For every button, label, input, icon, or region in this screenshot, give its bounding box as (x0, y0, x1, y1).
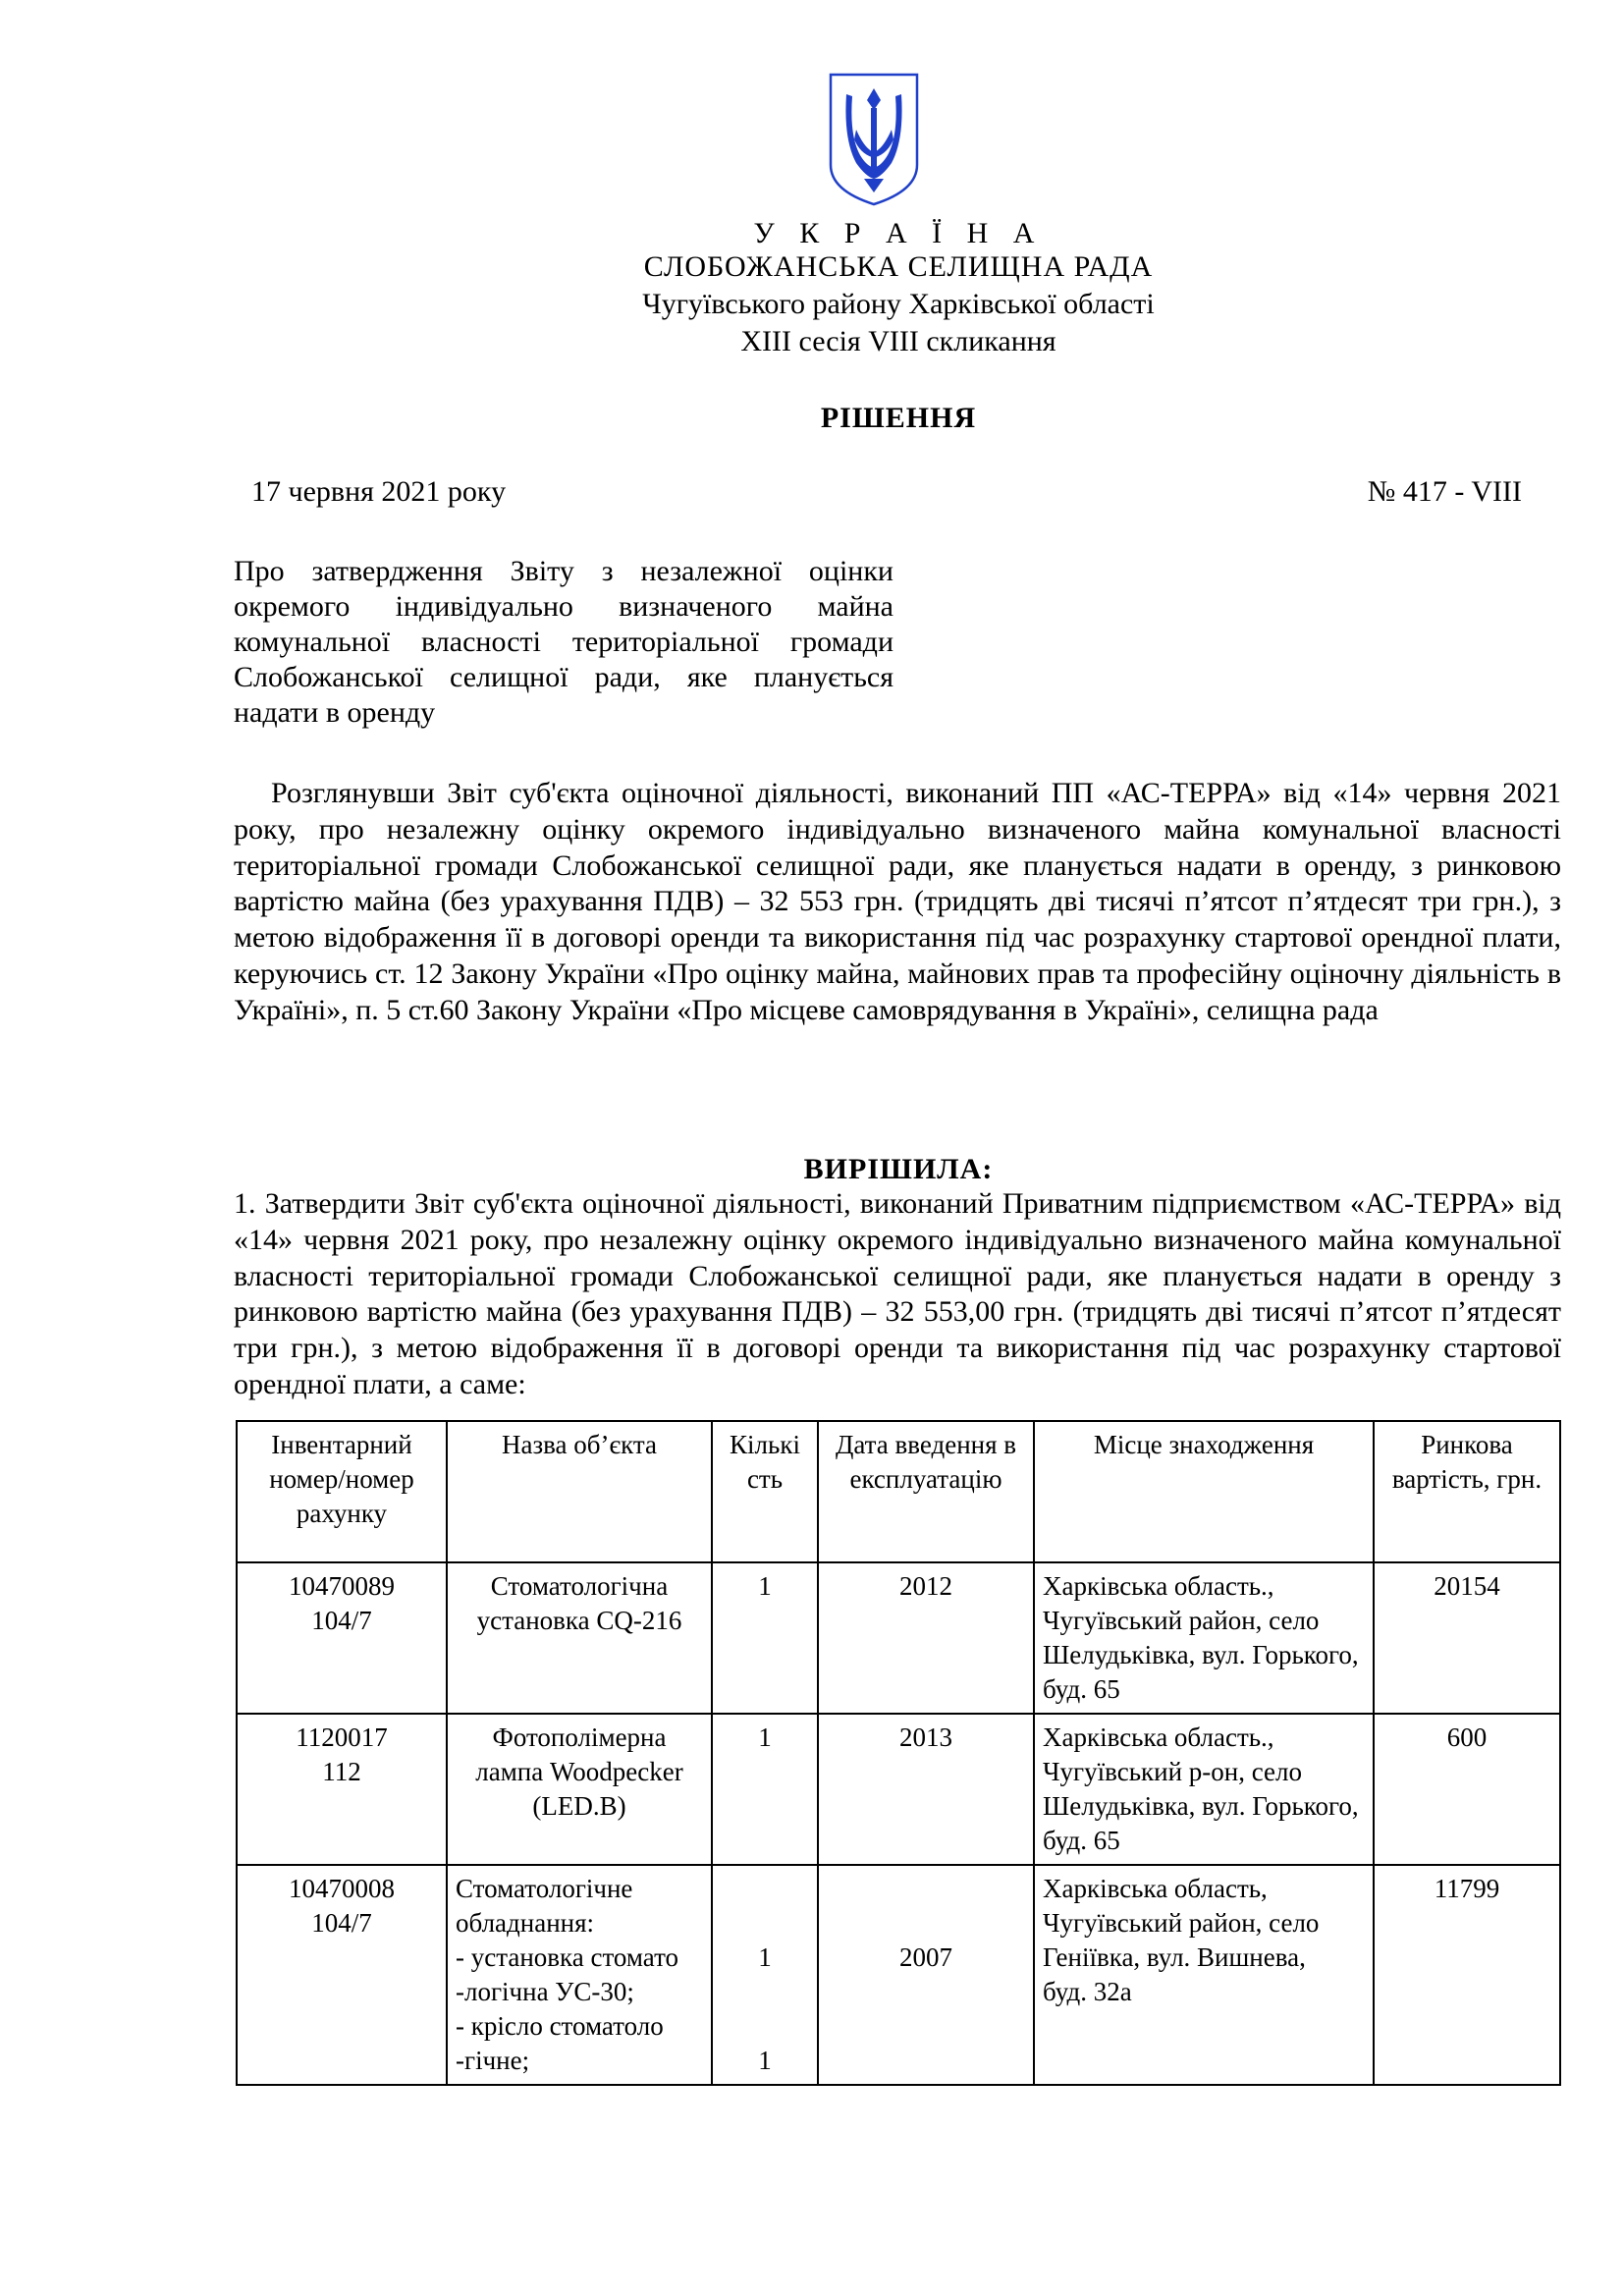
cell-quantity: 1 (712, 1562, 818, 1714)
cell-location: Харківська область., Чугуївський р-он, село Шелудьківка, вул. Горького, буд. 65 (1034, 1714, 1374, 1865)
decision-number: № 417 - VIII (1367, 475, 1522, 508)
cell-value: 20154 (1374, 1562, 1560, 1714)
cell-date: 2013 (818, 1714, 1034, 1865)
cell-inventory: 10470089 104/7 (237, 1562, 447, 1714)
country-title: У К Р А Ї Н А (753, 217, 1044, 249)
cell-inventory: 1120017 112 (237, 1714, 447, 1865)
cell-date: 2007 (818, 1865, 1034, 2085)
cell-inventory: 10470008 104/7 (237, 1865, 447, 2085)
council-name: СЛОБОЖАНСЬКА СЕЛИЩНА РАДА (643, 250, 1154, 283)
property-table (236, 1420, 1561, 2086)
document-type-title: РІШЕННЯ (820, 402, 977, 434)
cell-date: 2012 (818, 1562, 1034, 1714)
col-header-name: Назва об’єкта (447, 1421, 712, 1562)
decision-date: 17 червня 2021 року (251, 475, 507, 508)
decided-heading: ВИРІШИЛА: (803, 1153, 994, 1185)
cell-name: Стоматологічна установка CQ-216 (447, 1562, 712, 1714)
session-line: XIII сесія VIII скликання (740, 325, 1056, 357)
col-header-date: Дата введення в експлуатацію (818, 1421, 1034, 1562)
cell-quantity: 1 (712, 1714, 818, 1865)
table-row (237, 1714, 1560, 1865)
table-row (237, 1865, 1560, 2085)
col-header-value: Ринкова вартість, грн. (1374, 1421, 1560, 1562)
cell-value: 11799 (1374, 1865, 1560, 2085)
table-row (237, 1562, 1560, 1714)
cell-name: Фотополімерна лампа Woodpecker (LED.B) (447, 1714, 712, 1865)
cell-location: Харківська область, Чугуївський район, село Геніївка, вул. Вишнева, буд. 32а (1034, 1865, 1374, 2085)
cell-location: Харківська область., Чугуївський район, село Шелудьківка, вул. Горького, буд. 65 (1034, 1562, 1374, 1714)
resolution-item-1: 1. Затвердити Звіт суб'єкта оціночної діяльності, виконаний Приватним підприємством «АС-ТЕРРА» від «14» червня 2021 року, про незалежну оцінку окремого індивідуально визначеного майна комунальної власності територіальної громади Слобожанської селищної ради, яке планується надати в оренду з ринковою вартістю майна (без урахування ПДВ) – 32 553,00 грн. (тридцять дві тисячі п’ятсот п’ятдесят три грн.), з метою відображення її в договорі оренди та використання під час розрахунку стартової орендної плати, а саме: (234, 1187, 1561, 1400)
col-header-quantity: Кількі сть (712, 1421, 818, 1562)
preamble-paragraph: Розглянувши Звіт суб'єкта оціночної діяльності, виконаний ПП «АС-ТЕРРА» від «14» червня 2021 року, про незалежну оцінку окремого індивідуально визначеного майна комунальної власності територіальної громади Слобожанської селищної ради, яке планується надати в оренду, з ринковою вартістю майна (без урахування ПДВ) – 32 553 грн. (тридцять дві тисячі п’ятсот п’ятдесят три грн.), з метою відображення її в договорі оренди та використання під час розрахунку стартової орендної плати, керуючись ст. 12 Закону України «Про оцінку майна, майнових прав та професійну оціночну діяльність в Україні», п. 5 ст.60 Закону України «Про місцеве самоврядування в Україні», селищна рада (234, 777, 1561, 1026)
cell-quantity: 1 1 (712, 1865, 818, 2085)
cell-value: 600 (1374, 1714, 1560, 1865)
district-line: Чугуївського району Харківської області (642, 288, 1155, 320)
cell-name: Стоматологічне обладнання: - установка стомато -логічна УС-30; - крісло стоматоло -гічне; (447, 1865, 712, 2085)
table-header-row (237, 1421, 1560, 1562)
col-header-inventory: Інвентарний номер/номер рахунку (237, 1421, 447, 1562)
col-header-location: Місце знаходження (1034, 1421, 1374, 1562)
trident-coat-of-arms-icon (827, 71, 921, 208)
decision-subject: Про затвердження Звіту з незалежної оцінки окремого індивідуально визначеного майна комунальної власності територіальної громади Слобожанської селищної ради, яке планується надати в оренду (234, 555, 893, 729)
